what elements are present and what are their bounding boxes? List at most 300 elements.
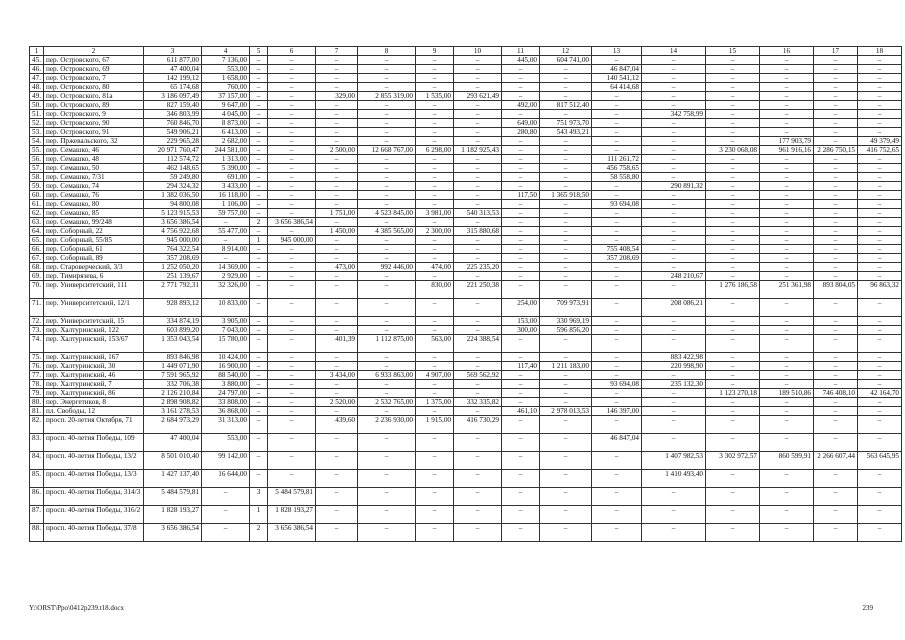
value-cell: –: [416, 83, 454, 92]
value-cell: 1 365 918,50: [540, 191, 592, 200]
value-cell: –: [760, 119, 814, 128]
address-cell: просп. 40-летия Победы, 314/3: [44, 488, 144, 506]
value-cell: 2 500,00: [316, 146, 358, 155]
value-cell: –: [250, 416, 268, 434]
value-cell: –: [454, 155, 502, 164]
value-cell: –: [268, 263, 316, 272]
value-cell: –: [316, 74, 358, 83]
value-cell: –: [502, 335, 540, 353]
value-cell: 603 899,20: [144, 326, 202, 335]
value-cell: –: [502, 416, 540, 434]
value-cell: –: [592, 317, 642, 326]
value-cell: –: [706, 326, 760, 335]
value-cell: 12 668 767,00: [358, 146, 416, 155]
value-cell: –: [250, 254, 268, 263]
value-cell: –: [858, 434, 902, 452]
row-number-cell: 45.: [30, 56, 44, 65]
value-cell: –: [540, 272, 592, 281]
value-cell: 88 540,00: [202, 371, 250, 380]
header-cell: 3: [144, 47, 202, 56]
value-cell: –: [760, 506, 814, 524]
row-number-cell: 72.: [30, 317, 44, 326]
value-cell: –: [502, 281, 540, 299]
address-cell: пер. Семашко, 80: [44, 200, 144, 209]
value-cell: –: [250, 83, 268, 92]
value-cell: –: [316, 128, 358, 137]
table-row: [30, 191, 902, 200]
value-cell: 16 644,00: [202, 470, 250, 488]
value-cell: –: [814, 335, 858, 353]
value-cell: –: [858, 218, 902, 227]
value-cell: –: [358, 74, 416, 83]
value-cell: –: [416, 506, 454, 524]
value-cell: –: [268, 83, 316, 92]
value-cell: –: [316, 110, 358, 119]
value-cell: 1 353 043,54: [144, 335, 202, 353]
value-cell: 153,00: [502, 317, 540, 326]
value-cell: –: [858, 200, 902, 209]
row-number-cell: 50.: [30, 101, 44, 110]
value-cell: –: [454, 353, 502, 362]
table-row: [30, 137, 902, 146]
value-cell: –: [592, 470, 642, 488]
value-cell: 817 512,40: [540, 101, 592, 110]
value-cell: –: [706, 92, 760, 101]
value-cell: –: [268, 209, 316, 218]
value-cell: –: [454, 137, 502, 146]
value-cell: –: [250, 317, 268, 326]
value-cell: 2 520,00: [316, 398, 358, 407]
value-cell: 49 379,49: [858, 137, 902, 146]
value-cell: –: [454, 506, 502, 524]
address-cell: пер. Халтуринский, 30: [44, 362, 144, 371]
value-cell: –: [454, 191, 502, 200]
value-cell: –: [316, 362, 358, 371]
address-cell: пер. Университетский, 111: [44, 281, 144, 299]
value-cell: 46 847,04: [592, 65, 642, 74]
value-cell: –: [268, 200, 316, 209]
data-table: [29, 46, 902, 542]
row-number-cell: 74.: [30, 335, 44, 353]
value-cell: –: [592, 335, 642, 353]
value-cell: 290 891,32: [642, 182, 706, 191]
value-cell: –: [250, 353, 268, 362]
value-cell: 332 335,82: [454, 398, 502, 407]
value-cell: –: [358, 200, 416, 209]
value-cell: –: [416, 362, 454, 371]
value-cell: –: [760, 218, 814, 227]
value-cell: –: [416, 236, 454, 245]
table-row: [30, 146, 902, 155]
value-cell: –: [760, 416, 814, 434]
value-cell: –: [316, 200, 358, 209]
value-cell: –: [268, 317, 316, 326]
value-cell: –: [540, 74, 592, 83]
value-cell: –: [268, 74, 316, 83]
table-row: [30, 434, 902, 452]
value-cell: 1 658,00: [202, 74, 250, 83]
value-cell: 473,00: [316, 263, 358, 272]
value-cell: 3 880,00: [202, 380, 250, 389]
address-cell: пер. Халтуринский, 7: [44, 380, 144, 389]
value-cell: 7 043,00: [202, 326, 250, 335]
value-cell: –: [202, 488, 250, 506]
value-cell: –: [706, 209, 760, 218]
value-cell: –: [454, 65, 502, 74]
value-cell: 1 427 137,40: [144, 470, 202, 488]
value-cell: 3 905,00: [202, 317, 250, 326]
value-cell: 6 933 863,00: [358, 371, 416, 380]
value-cell: –: [814, 227, 858, 236]
table-row: [30, 128, 902, 137]
value-cell: –: [858, 407, 902, 416]
value-cell: 755 408,54: [592, 245, 642, 254]
address-cell: пер. Семашко, 99/248: [44, 218, 144, 227]
value-cell: –: [268, 137, 316, 146]
value-cell: –: [454, 317, 502, 326]
value-cell: –: [202, 218, 250, 227]
value-cell: –: [540, 371, 592, 380]
value-cell: –: [540, 200, 592, 209]
value-cell: –: [268, 371, 316, 380]
value-cell: –: [592, 452, 642, 470]
value-cell: –: [858, 362, 902, 371]
value-cell: –: [250, 227, 268, 236]
value-cell: 357 208,69: [144, 254, 202, 263]
value-cell: –: [858, 209, 902, 218]
header-cell: 13: [592, 47, 642, 56]
value-cell: 357 208,69: [592, 254, 642, 263]
row-number-cell: 53.: [30, 128, 44, 137]
value-cell: –: [502, 524, 540, 542]
value-cell: –: [760, 101, 814, 110]
value-cell: 3 302 972,57: [706, 452, 760, 470]
value-cell: –: [642, 173, 706, 182]
value-cell: –: [502, 164, 540, 173]
row-number-cell: 79.: [30, 389, 44, 398]
value-cell: –: [760, 65, 814, 74]
value-cell: –: [454, 434, 502, 452]
value-cell: –: [454, 245, 502, 254]
table-row: [30, 101, 902, 110]
value-cell: –: [250, 110, 268, 119]
value-cell: –: [642, 137, 706, 146]
table-row: [30, 155, 902, 164]
value-cell: 5 123 915,53: [144, 209, 202, 218]
value-cell: 112 574,72: [144, 155, 202, 164]
value-cell: –: [592, 389, 642, 398]
value-cell: –: [706, 173, 760, 182]
row-number-cell: 58.: [30, 173, 44, 182]
value-cell: –: [814, 326, 858, 335]
value-cell: –: [540, 92, 592, 101]
value-cell: –: [858, 119, 902, 128]
value-cell: –: [814, 299, 858, 317]
value-cell: –: [706, 101, 760, 110]
value-cell: 58 558,80: [592, 173, 642, 182]
value-cell: –: [316, 380, 358, 389]
value-cell: –: [250, 335, 268, 353]
value-cell: –: [316, 254, 358, 263]
value-cell: –: [814, 254, 858, 263]
row-number-cell: 48.: [30, 83, 44, 92]
value-cell: –: [454, 218, 502, 227]
value-cell: –: [316, 65, 358, 74]
value-cell: 461,10: [502, 407, 540, 416]
value-cell: –: [316, 488, 358, 506]
value-cell: –: [416, 218, 454, 227]
value-cell: –: [642, 416, 706, 434]
row-number-cell: 83.: [30, 434, 44, 452]
value-cell: 140 541,12: [592, 74, 642, 83]
value-cell: –: [454, 452, 502, 470]
value-cell: 416 730,29: [454, 416, 502, 434]
value-cell: –: [858, 56, 902, 65]
value-cell: 1 106,00: [202, 200, 250, 209]
value-cell: 280,80: [502, 128, 540, 137]
value-cell: –: [814, 407, 858, 416]
value-cell: –: [502, 236, 540, 245]
value-cell: 93 694,08: [592, 200, 642, 209]
value-cell: –: [250, 326, 268, 335]
value-cell: –: [454, 362, 502, 371]
value-cell: –: [502, 353, 540, 362]
value-cell: –: [642, 191, 706, 200]
value-cell: –: [268, 92, 316, 101]
value-cell: –: [540, 263, 592, 272]
header-cell: 11: [502, 47, 540, 56]
value-cell: –: [814, 416, 858, 434]
value-cell: –: [760, 182, 814, 191]
value-cell: –: [540, 164, 592, 173]
value-cell: –: [454, 200, 502, 209]
table-row: [30, 452, 902, 470]
footer-file-path: Y:\ORST\Ppo\0412p239.t18.docx: [29, 604, 125, 612]
value-cell: –: [316, 281, 358, 299]
value-cell: –: [540, 155, 592, 164]
value-cell: 1 915,00: [416, 416, 454, 434]
table-row: [30, 74, 902, 83]
value-cell: –: [316, 155, 358, 164]
value-cell: 4 385 565,00: [358, 227, 416, 236]
value-cell: –: [642, 236, 706, 245]
value-cell: –: [760, 299, 814, 317]
address-cell: пер. Семашко, 74: [44, 182, 144, 191]
address-cell: пл. Свободы, 12: [44, 407, 144, 416]
value-cell: 254,00: [502, 299, 540, 317]
value-cell: –: [268, 155, 316, 164]
value-cell: –: [358, 83, 416, 92]
value-cell: –: [416, 110, 454, 119]
value-cell: –: [592, 92, 642, 101]
value-cell: 36 868,00: [202, 407, 250, 416]
header-cell: 12: [540, 47, 592, 56]
value-cell: –: [416, 488, 454, 506]
value-cell: 14 369,00: [202, 263, 250, 272]
address-cell: пер. Семашко, 85: [44, 209, 144, 218]
value-cell: 611 877,00: [144, 56, 202, 65]
value-cell: 16 900,00: [202, 362, 250, 371]
value-cell: –: [268, 398, 316, 407]
value-cell: 2 266 607,44: [814, 452, 858, 470]
value-cell: 8 873,00: [202, 119, 250, 128]
value-cell: –: [502, 263, 540, 272]
value-cell: –: [268, 101, 316, 110]
value-cell: –: [416, 182, 454, 191]
value-cell: 549 906,21: [144, 128, 202, 137]
value-cell: –: [316, 299, 358, 317]
value-cell: 445,00: [502, 56, 540, 65]
value-cell: 860 599,91: [760, 452, 814, 470]
value-cell: –: [706, 299, 760, 317]
row-number-cell: 76.: [30, 362, 44, 371]
value-cell: –: [316, 317, 358, 326]
value-cell: –: [416, 389, 454, 398]
value-cell: 6 413,00: [202, 128, 250, 137]
value-cell: 32 326,00: [202, 281, 250, 299]
value-cell: –: [316, 101, 358, 110]
value-cell: –: [760, 128, 814, 137]
value-cell: –: [454, 524, 502, 542]
value-cell: –: [502, 254, 540, 263]
value-cell: –: [858, 155, 902, 164]
value-cell: 764 322,54: [144, 245, 202, 254]
row-number-cell: 61.: [30, 200, 44, 209]
value-cell: –: [268, 227, 316, 236]
value-cell: 2 771 792,31: [144, 281, 202, 299]
value-cell: –: [502, 83, 540, 92]
value-cell: –: [760, 353, 814, 362]
value-cell: 4 523 845,00: [358, 209, 416, 218]
value-cell: 8 501 010,40: [144, 452, 202, 470]
value-cell: –: [642, 434, 706, 452]
value-cell: –: [858, 506, 902, 524]
value-cell: –: [250, 299, 268, 317]
value-cell: 99 142,00: [202, 452, 250, 470]
address-cell: просп. 40-летия Победы, 316/2: [44, 506, 144, 524]
value-cell: 893 804,05: [814, 281, 858, 299]
value-cell: –: [706, 164, 760, 173]
row-number-cell: 55.: [30, 146, 44, 155]
value-cell: 330 969,19: [540, 317, 592, 326]
value-cell: –: [592, 353, 642, 362]
table-row: [30, 470, 902, 488]
row-number-cell: 70.: [30, 281, 44, 299]
value-cell: –: [706, 236, 760, 245]
value-cell: –: [760, 227, 814, 236]
value-cell: 2 929,00: [202, 272, 250, 281]
value-cell: –: [454, 254, 502, 263]
value-cell: –: [416, 245, 454, 254]
value-cell: –: [642, 164, 706, 173]
value-cell: –: [540, 209, 592, 218]
row-number-cell: 73.: [30, 326, 44, 335]
value-cell: –: [814, 236, 858, 245]
value-cell: –: [592, 281, 642, 299]
table-row: [30, 326, 902, 335]
value-cell: 1: [250, 506, 268, 524]
value-cell: 9 647,00: [202, 101, 250, 110]
value-cell: 55 477,00: [202, 227, 250, 236]
value-cell: –: [540, 227, 592, 236]
row-number-cell: 49.: [30, 92, 44, 101]
value-cell: 2 126 210,84: [144, 389, 202, 398]
address-cell: пер. Энергетиков, 8: [44, 398, 144, 407]
value-cell: –: [642, 83, 706, 92]
value-cell: 596 856,20: [540, 326, 592, 335]
value-cell: –: [858, 74, 902, 83]
value-cell: 332 706,38: [144, 380, 202, 389]
value-cell: –: [502, 74, 540, 83]
value-cell: –: [268, 173, 316, 182]
value-cell: –: [358, 119, 416, 128]
value-cell: 10 833,00: [202, 299, 250, 317]
value-cell: –: [268, 245, 316, 254]
address-cell: пер. Соборный, 55/85: [44, 236, 144, 245]
value-cell: 224 388,54: [454, 335, 502, 353]
value-cell: –: [454, 272, 502, 281]
value-cell: 221 250,38: [454, 281, 502, 299]
row-number-cell: 63.: [30, 218, 44, 227]
value-cell: –: [706, 317, 760, 326]
value-cell: –: [592, 137, 642, 146]
value-cell: –: [706, 470, 760, 488]
value-cell: –: [250, 119, 268, 128]
value-cell: –: [760, 110, 814, 119]
value-cell: –: [540, 146, 592, 155]
value-cell: –: [814, 119, 858, 128]
value-cell: –: [760, 434, 814, 452]
value-cell: –: [760, 407, 814, 416]
row-number-cell: 71.: [30, 299, 44, 317]
value-cell: –: [760, 200, 814, 209]
value-cell: –: [540, 254, 592, 263]
value-cell: –: [416, 137, 454, 146]
value-cell: –: [358, 407, 416, 416]
value-cell: –: [760, 470, 814, 488]
value-cell: –: [454, 164, 502, 173]
value-cell: –: [642, 326, 706, 335]
value-cell: 46 847,04: [592, 434, 642, 452]
value-cell: –: [316, 236, 358, 245]
value-cell: –: [416, 434, 454, 452]
value-cell: –: [706, 416, 760, 434]
value-cell: –: [814, 398, 858, 407]
value-cell: 492,00: [502, 101, 540, 110]
value-cell: –: [416, 191, 454, 200]
address-cell: пер. Халтуринский, 122: [44, 326, 144, 335]
value-cell: –: [706, 218, 760, 227]
value-cell: –: [814, 137, 858, 146]
value-cell: –: [760, 524, 814, 542]
value-cell: –: [454, 56, 502, 65]
value-cell: –: [502, 389, 540, 398]
value-cell: –: [416, 56, 454, 65]
value-cell: –: [316, 434, 358, 452]
row-number-cell: 46.: [30, 65, 44, 74]
value-cell: –: [268, 119, 316, 128]
value-cell: –: [706, 380, 760, 389]
value-cell: –: [706, 83, 760, 92]
value-cell: –: [358, 524, 416, 542]
value-cell: –: [502, 110, 540, 119]
row-number-cell: 62.: [30, 209, 44, 218]
value-cell: –: [250, 137, 268, 146]
value-cell: –: [642, 218, 706, 227]
value-cell: –: [540, 470, 592, 488]
value-cell: –: [592, 272, 642, 281]
value-cell: –: [540, 398, 592, 407]
